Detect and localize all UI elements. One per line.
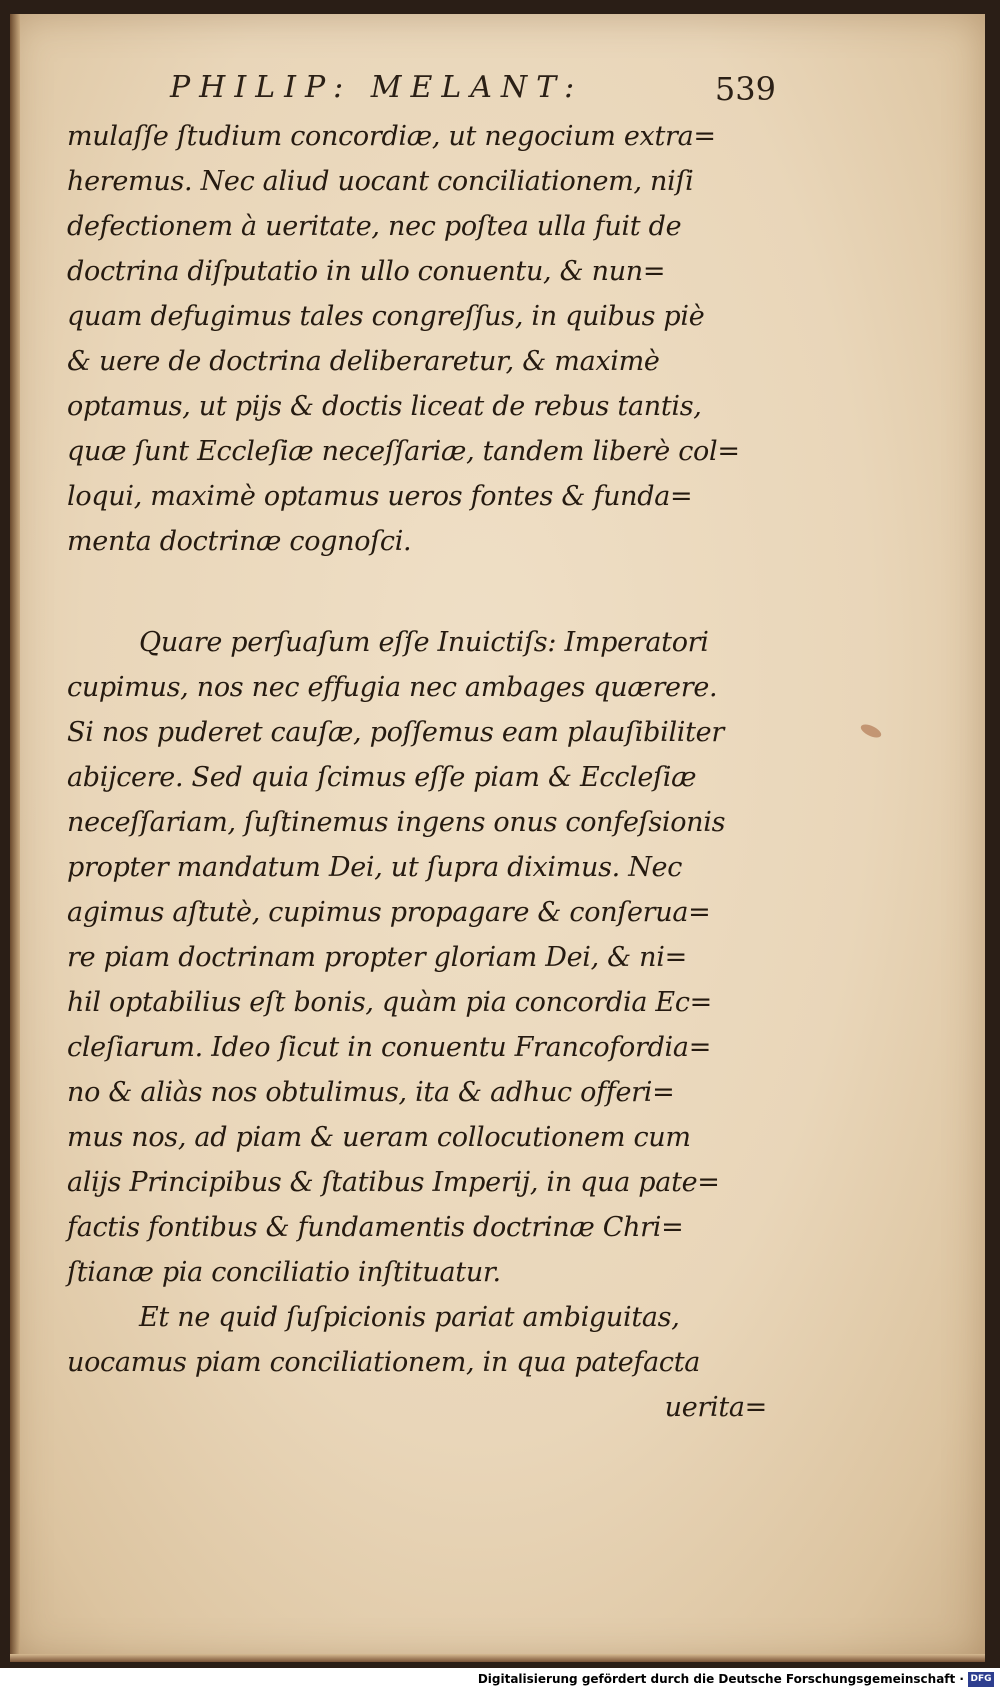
text-line: alijs Principibus & ſtatibus Imperij, in qua pate= [67,1167,720,1198]
body-text [67,114,767,1430]
text-line: doctrina diſputatio in ullo conuentu, & nun= [67,256,666,287]
text-line: factis fontibus & fundamentis doctrinæ Chri= [67,1212,684,1243]
text-line: optamus, ut pijs & doctis liceat de rebus tantis, [67,391,702,422]
text-line: cupimus, nos nec effugia nec ambages quærere. [67,672,718,703]
text-line: ſtianæ pia conciliatio inſtituatur. [67,1257,501,1288]
text-line: abijcere. Sed quia ſcimus eſſe piam & Eccleſiæ [67,762,697,793]
text-line: mus nos, ad piam & ueram collocutionem cum [67,1122,691,1153]
text-line: defectionem à ueritate, nec poſtea ulla fuit de [67,211,682,242]
text-line: cleſiarum. Ideo ſicut in conuentu Francofordia= [67,1032,712,1063]
text-line: hil optabilius eſt bonis, quàm pia concordia Ec= [67,987,712,1018]
paragraph-gap [67,564,767,620]
text-line: uocamus piam conciliationem, in qua patefacta [67,1347,701,1378]
dfg-logo: DFG [968,1672,994,1687]
text-line: heremus. Nec aliud uocant conciliationem, niſi [67,166,694,197]
text-line: agimus aſtutè, cupimus propagare & conſerua= [67,897,711,928]
text-line: Si nos puderet cauſæ, poſſemus eam plauſibiliter [67,717,724,748]
text-line: quam defugimus tales congreſſus, in quibus piè [67,301,705,332]
text-line: propter mandatum Dei, ut ſupra diximus. Nec [67,852,683,883]
page-bottom-edge [10,1654,985,1662]
text-line: neceſſariam, ſuſtinemus ingens onus confeſsionis [67,807,726,838]
text-line: Quare perſuaſum eſſe Inuictiſs: Imperatori [139,627,709,658]
running-title: PHILIP: MELANT: [170,70,584,105]
text-line: & uere de doctrina deliberaretur, & maximè [67,346,660,377]
digitization-credit: Digitalisierung gefördert durch die Deutsche Forschungsgemeinschaft · [477,1672,964,1686]
text-line: quæ ſunt Eccleſiæ neceſſariæ, tandem liberè col= [67,436,740,467]
text-line: menta doctrinæ cognoſci. [67,526,412,557]
page-gutter-edge [10,14,20,1662]
text-line: Et ne quid ſuſpicionis pariat ambiguitas, [139,1302,680,1333]
page-number: 539 [714,70,776,108]
text-line: no & aliàs nos obtulimus, ita & adhuc offeri= [67,1077,675,1108]
text-line: mulaſſe ſtudium concordiæ, ut negocium extra= [67,121,716,152]
ink-stain [859,722,883,740]
book-page [10,14,985,1662]
text-line: loqui, maximè optamus ueros fontes & funda= [67,481,693,512]
text-line: re piam doctrinam propter gloriam Dei, & ni= [67,942,687,973]
catchword: uerita= [664,1392,767,1423]
